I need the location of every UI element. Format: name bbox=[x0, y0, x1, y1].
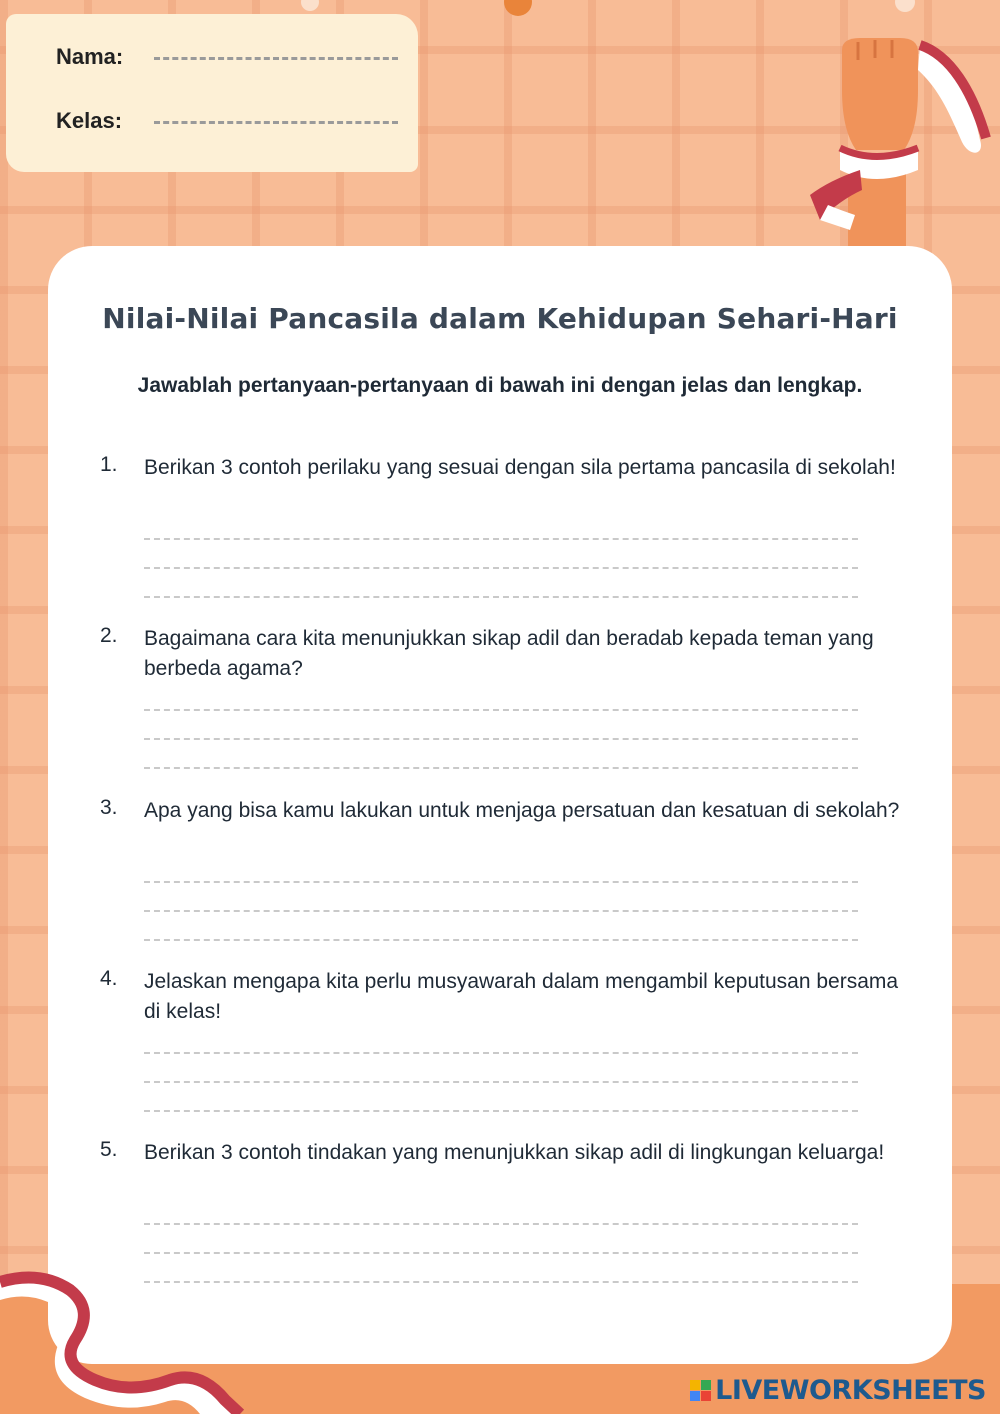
question-2 bbox=[100, 624, 900, 684]
answer-line[interactable] bbox=[144, 767, 858, 769]
pin-decoration-right bbox=[890, 0, 920, 14]
liveworksheets-logo-icon bbox=[690, 1380, 711, 1401]
liveworksheets-watermark bbox=[690, 1375, 986, 1406]
answer-line[interactable] bbox=[144, 1052, 858, 1054]
raised-fist-flag-illustration bbox=[800, 30, 1000, 250]
worksheet-instruction: Jawablah pertanyaan-pertanyaan di bawah ini dengan jelas dan lengkap. bbox=[137, 374, 863, 397]
question-text: Bagaimana cara kita menunjukkan sikap adil dan beradab kepada teman yang berbeda agama? bbox=[144, 627, 874, 680]
question-1 bbox=[100, 453, 900, 483]
answer-line[interactable] bbox=[144, 567, 858, 569]
question-text: Berikan 3 contoh perilaku yang sesuai dengan sila pertama pancasila di sekolah! bbox=[144, 456, 896, 479]
class-input-line[interactable] bbox=[154, 121, 398, 124]
name-input-line[interactable] bbox=[154, 57, 398, 60]
question-5 bbox=[100, 1138, 900, 1168]
question-number: 5. bbox=[100, 1138, 118, 1161]
name-label: Nama: bbox=[56, 44, 124, 69]
red-white-ribbon-illustration bbox=[0, 1270, 260, 1414]
answer-line[interactable] bbox=[144, 738, 858, 740]
name-field-row bbox=[56, 44, 398, 70]
answer-line[interactable] bbox=[144, 1110, 858, 1112]
answer-line[interactable] bbox=[144, 1223, 858, 1225]
question-number: 3. bbox=[100, 796, 118, 819]
answer-line[interactable] bbox=[144, 596, 858, 598]
question-number: 2. bbox=[100, 624, 118, 647]
question-text: Jelaskan mengapa kita perlu musyawarah dalam mengambil keputusan bersama di kelas! bbox=[144, 970, 899, 1023]
answer-line[interactable] bbox=[144, 939, 858, 941]
question-3 bbox=[100, 796, 900, 826]
answer-line[interactable] bbox=[144, 709, 858, 711]
question-text: Apa yang bisa kamu lakukan untuk menjaga persatuan dan kesatuan di sekolah? bbox=[144, 799, 900, 822]
answer-line[interactable] bbox=[144, 910, 858, 912]
class-field-row bbox=[56, 108, 398, 134]
answer-line[interactable] bbox=[144, 1252, 858, 1254]
answer-line[interactable] bbox=[144, 881, 858, 883]
student-info-card bbox=[6, 14, 418, 172]
answer-line[interactable] bbox=[144, 538, 858, 540]
answer-line[interactable] bbox=[144, 1081, 858, 1083]
question-text: Berikan 3 contoh tindakan yang menunjukkan sikap adil di lingkungan keluarga! bbox=[144, 1141, 885, 1164]
liveworksheets-brand-text: LIVEWORKSHEETS bbox=[715, 1375, 986, 1406]
question-number: 4. bbox=[100, 967, 118, 990]
question-number: 1. bbox=[100, 453, 118, 476]
question-4 bbox=[100, 967, 900, 1027]
worksheet-title: Nilai-Nilai Pancasila dalam Kehidupan Sehari-Hari bbox=[102, 302, 898, 335]
class-label: Kelas: bbox=[56, 108, 123, 133]
